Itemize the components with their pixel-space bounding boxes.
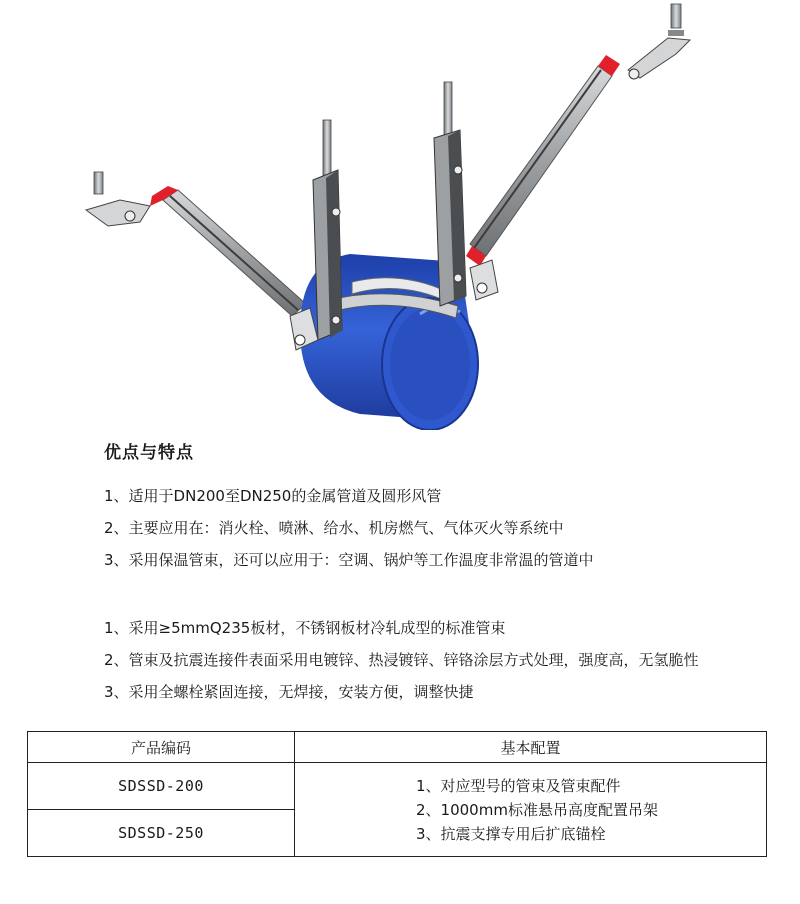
config-line: 1、对应型号的管束及管束配件 bbox=[416, 776, 621, 795]
seismic-bracket-illustration bbox=[0, 0, 800, 430]
table-header-row bbox=[28, 732, 767, 763]
list-item: 3、采用全螺栓紧固连接，无焊接，安装方便，调整快捷 bbox=[104, 683, 474, 701]
right-anchor-bolt bbox=[628, 4, 690, 79]
list-item: 1、适用于DN200至DN250的金属管道及圆形风管 bbox=[104, 487, 442, 505]
config-line: 2、1000mm标准悬吊高度配置吊架 bbox=[416, 800, 658, 819]
list-item: 1、采用≥5mmQ235板材，不锈钢板材冷轧成型的标准管束 bbox=[104, 619, 506, 637]
list-item: 2、管束及抗震连接件表面采用电镀锌、热浸镀锌、锌铬涂层方式处理，强度高，无氢脆性 bbox=[104, 651, 699, 669]
product-code: SDSSD-200 bbox=[28, 763, 295, 810]
list-item: 3、采用保温管束，还可以应用于：空调、锅炉等工作温度非常温的管道中 bbox=[104, 551, 594, 569]
right-vertical-hanger bbox=[434, 82, 466, 306]
list-item: 2、主要应用在：消火栓、喷淋、给水、机房燃气、气体灭火等系统中 bbox=[104, 519, 564, 537]
section-title: 优点与特点 bbox=[104, 443, 194, 463]
material-feature-list bbox=[104, 612, 699, 708]
table-header-code: 产品编码 bbox=[28, 732, 295, 763]
config-line: 3、抗震支撑专用后扩底锚栓 bbox=[416, 824, 606, 843]
product-code: SDSSD-250 bbox=[28, 810, 295, 857]
table-row bbox=[28, 763, 767, 810]
spec-table bbox=[27, 731, 767, 857]
left-anchor-bolt bbox=[86, 172, 150, 226]
right-diagonal-brace bbox=[466, 55, 620, 266]
table-header-config: 基本配置 bbox=[295, 732, 767, 763]
left-diagonal-brace bbox=[150, 186, 306, 316]
application-feature-list bbox=[104, 480, 594, 576]
config-cell bbox=[295, 763, 767, 857]
left-vertical-hanger bbox=[313, 120, 342, 340]
